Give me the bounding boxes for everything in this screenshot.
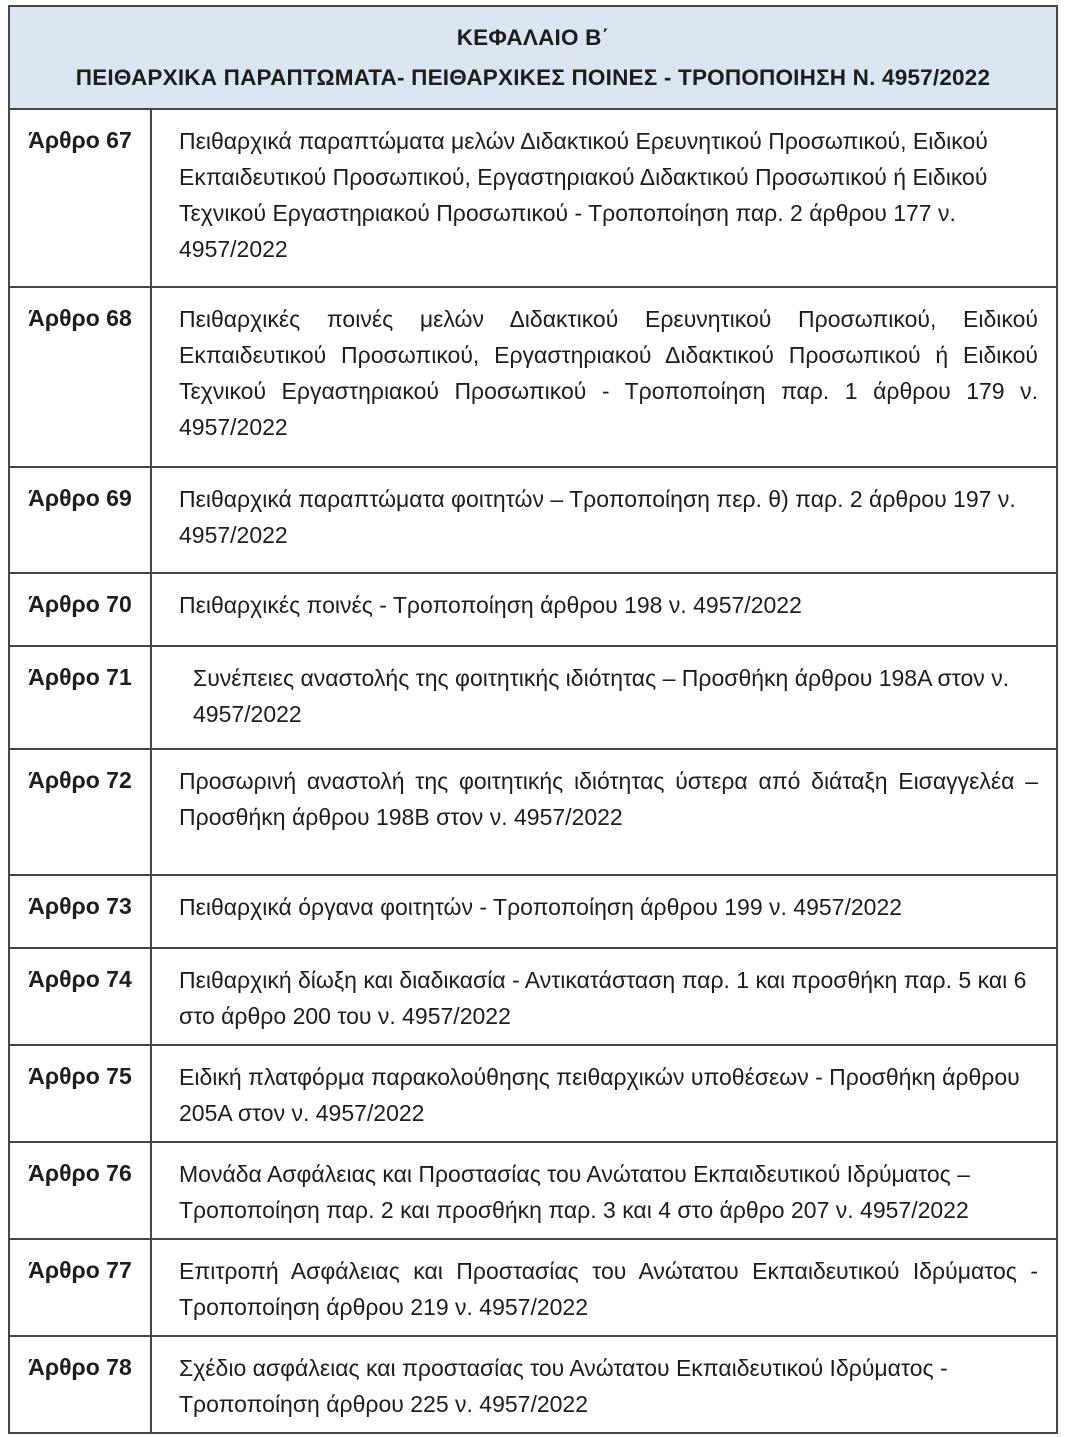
table-row [10, 1141, 1056, 1238]
table-row [10, 1044, 1056, 1141]
article-number-cell: Άρθρο 70 [10, 574, 152, 645]
article-description-cell: Προσωρινή αναστολή της φοιτητικής ιδιότητας ύστερα από διάταξη Εισαγγελέα – Προσθήκη άρθρου 198Β στον ν. 4957/2022 [179, 768, 1038, 830]
article-description-cell: Πειθαρχικά παραπτώματα φοιτητών – Τροποποίηση περ. θ) παρ. 2 άρθρου 197 ν. 4957/2022 [179, 486, 1016, 548]
article-number-cell: Άρθρο 73 [10, 876, 152, 947]
article-number-cell: Άρθρο 69 [10, 468, 152, 572]
article-description-cell: Επιτροπή Ασφάλειας και Προστασίας του Ανώτατου Εκπαιδευτικού Ιδρύματος - Τροποποίηση άρθρου 219 ν. 4957/2022 [179, 1258, 1038, 1320]
article-description-cell: Ειδική πλατφόρμα παρακολούθησης πειθαρχικών υποθέσεων - Προσθήκη άρθρου 205Α στον ν. 4957/2022 [179, 1064, 1020, 1126]
table-row [10, 874, 1056, 947]
table-row [10, 572, 1056, 645]
article-number-cell: Άρθρο 77 [10, 1240, 152, 1335]
article-description-cell: Πειθαρχικά όργανα φοιτητών - Τροποποίηση άρθρου 199 ν. 4957/2022 [179, 894, 903, 920]
chapter-title: ΠΕΙΘΑΡΧΙΚΑ ΠΑΡΑΠΤΩΜΑΤΑ- ΠΕΙΘΑΡΧΙΚΕΣ ΠΟΙΝΕΣ - ΤΡΟΠΟΠΟΙΗΣΗ Ν. 4957/2022 [75, 64, 991, 90]
table-row [10, 466, 1056, 572]
table-header [10, 7, 1056, 110]
table-row [10, 1238, 1056, 1335]
table-row [10, 286, 1056, 466]
article-description-cell: Συνέπειες αναστολής της φοιτητικής ιδιότητας – Προσθήκη άρθρου 198Α στον ν. 4957/2022 [193, 665, 1010, 727]
article-number-cell: Άρθρο 78 [10, 1337, 152, 1432]
article-description-cell: Πειθαρχικά παραπτώματα μελών Διδακτικού Ερευνητικού Προσωπικού, Ειδικού Εκπαιδευτικού Προσωπικού, Εργαστηριακού Διδακτικού Προσωπικού ή Ειδικού Τεχνικού Εργαστηριακού Προσωπικού - Τροποποίηση παρ. 2 άρθρου 177 ν. 4957/2022 [179, 128, 988, 262]
article-number-cell: Άρθρο 72 [10, 750, 152, 874]
article-number-cell: Άρθρο 71 [10, 647, 152, 748]
article-number-cell: Άρθρο 75 [10, 1046, 152, 1141]
chapter-articles-table [8, 5, 1058, 1434]
table-row [10, 645, 1056, 748]
article-number-cell: Άρθρο 67 [10, 110, 152, 286]
article-description-cell: Πειθαρχικές ποινές μελών Διδακτικού Ερευνητικού Προσωπικού, Ειδικού Εκπαιδευτικού Προσωπικού, Εργαστηριακού Διδακτικού Προσωπικού ή Ειδικού Τεχνικού Εργαστηριακού Προσωπικού - Τροποποίηση παρ. 1 άρθρου 179 ν. 4957/2022 [179, 306, 1038, 440]
article-number-cell: Άρθρο 74 [10, 949, 152, 1044]
table-row [10, 748, 1056, 874]
table-row [10, 947, 1056, 1044]
article-description-cell: Πειθαρχική δίωξη και διαδικασία - Αντικατάσταση παρ. 1 και προσθήκη παρ. 5 και 6 στο άρθρο 200 του ν. 4957/2022 [179, 967, 1027, 1029]
table-row [10, 1335, 1056, 1432]
table-row [10, 110, 1056, 286]
article-number-cell: Άρθρο 68 [10, 288, 152, 466]
article-number-cell: Άρθρο 76 [10, 1143, 152, 1238]
article-description-cell: Πειθαρχικές ποινές - Τροποποίηση άρθρου 198 ν. 4957/2022 [179, 592, 802, 618]
article-description-cell: Μονάδα Ασφάλειας και Προστασίας του Ανώτατου Εκπαιδευτικού Ιδρύματος – Τροποποίηση παρ. 2 και προσθήκη παρ. 3 και 4 στο άρθρο 207 ν. 4957/2022 [179, 1161, 970, 1223]
chapter-heading: ΚΕΦΑΛΑΙΟ Β΄ [456, 24, 610, 50]
article-description-cell: Σχέδιο ασφάλειας και προστασίας του Ανώτατου Εκπαιδευτικού Ιδρύματος - Τροποποίηση άρθρου 225 ν. 4957/2022 [179, 1355, 948, 1417]
